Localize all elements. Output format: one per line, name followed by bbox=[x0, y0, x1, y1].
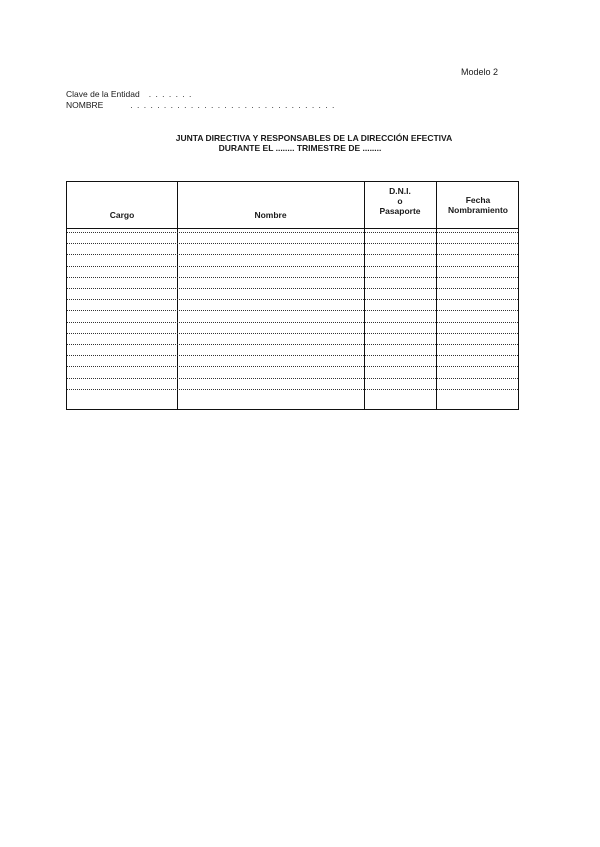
form-title bbox=[0, 133, 600, 153]
table-row bbox=[67, 288, 518, 289]
table-row bbox=[67, 254, 518, 255]
clave-row bbox=[66, 89, 335, 100]
header-nombre-label: Nombre bbox=[254, 210, 287, 220]
table-row bbox=[67, 232, 518, 233]
table-row bbox=[67, 366, 518, 367]
directors-table bbox=[66, 181, 519, 410]
header-cargo-label: Cargo bbox=[109, 210, 135, 220]
table-row bbox=[67, 310, 518, 311]
header-fecha bbox=[436, 182, 520, 228]
header-dni-line-1: D.N.I. bbox=[389, 186, 411, 196]
model-label: Modelo 2 bbox=[461, 67, 499, 77]
clave-label: Clave de la Entidad bbox=[66, 89, 140, 99]
title-line-1: JUNTA DIRECTIVA Y RESPONSABLES DE LA DIRECCIÓN EFECTIVA bbox=[175, 133, 453, 143]
table-row bbox=[67, 322, 518, 323]
header-divider bbox=[67, 228, 518, 229]
table-row bbox=[67, 277, 518, 278]
clave-dots: . . . . . . . bbox=[148, 89, 193, 99]
table-row bbox=[67, 355, 518, 356]
header-dni-line-3: Pasaporte bbox=[379, 206, 421, 216]
table-row bbox=[67, 389, 518, 390]
table-row bbox=[67, 266, 518, 267]
table-row bbox=[67, 333, 518, 334]
entity-info bbox=[66, 89, 335, 111]
header-dni bbox=[364, 182, 436, 228]
header-fecha-line-2: Nombramiento bbox=[448, 205, 508, 215]
table-row bbox=[67, 243, 518, 244]
header-cargo bbox=[67, 182, 177, 228]
header-fecha-line-1: Fecha bbox=[465, 195, 491, 205]
table-row bbox=[67, 378, 518, 379]
nombre-dots: . . . . . . . . . . . . . . . . . . . . . . . . . . . . . . . bbox=[130, 100, 336, 110]
header-nombre bbox=[177, 182, 364, 228]
title-line-2: DURANTE EL ........ TRIMESTRE DE ........ bbox=[218, 143, 382, 153]
header-dni-line-2: o bbox=[397, 196, 403, 206]
table-row bbox=[67, 299, 518, 300]
table-row bbox=[67, 344, 518, 345]
nombre-label: NOMBRE bbox=[66, 100, 104, 110]
nombre-row bbox=[66, 100, 335, 111]
